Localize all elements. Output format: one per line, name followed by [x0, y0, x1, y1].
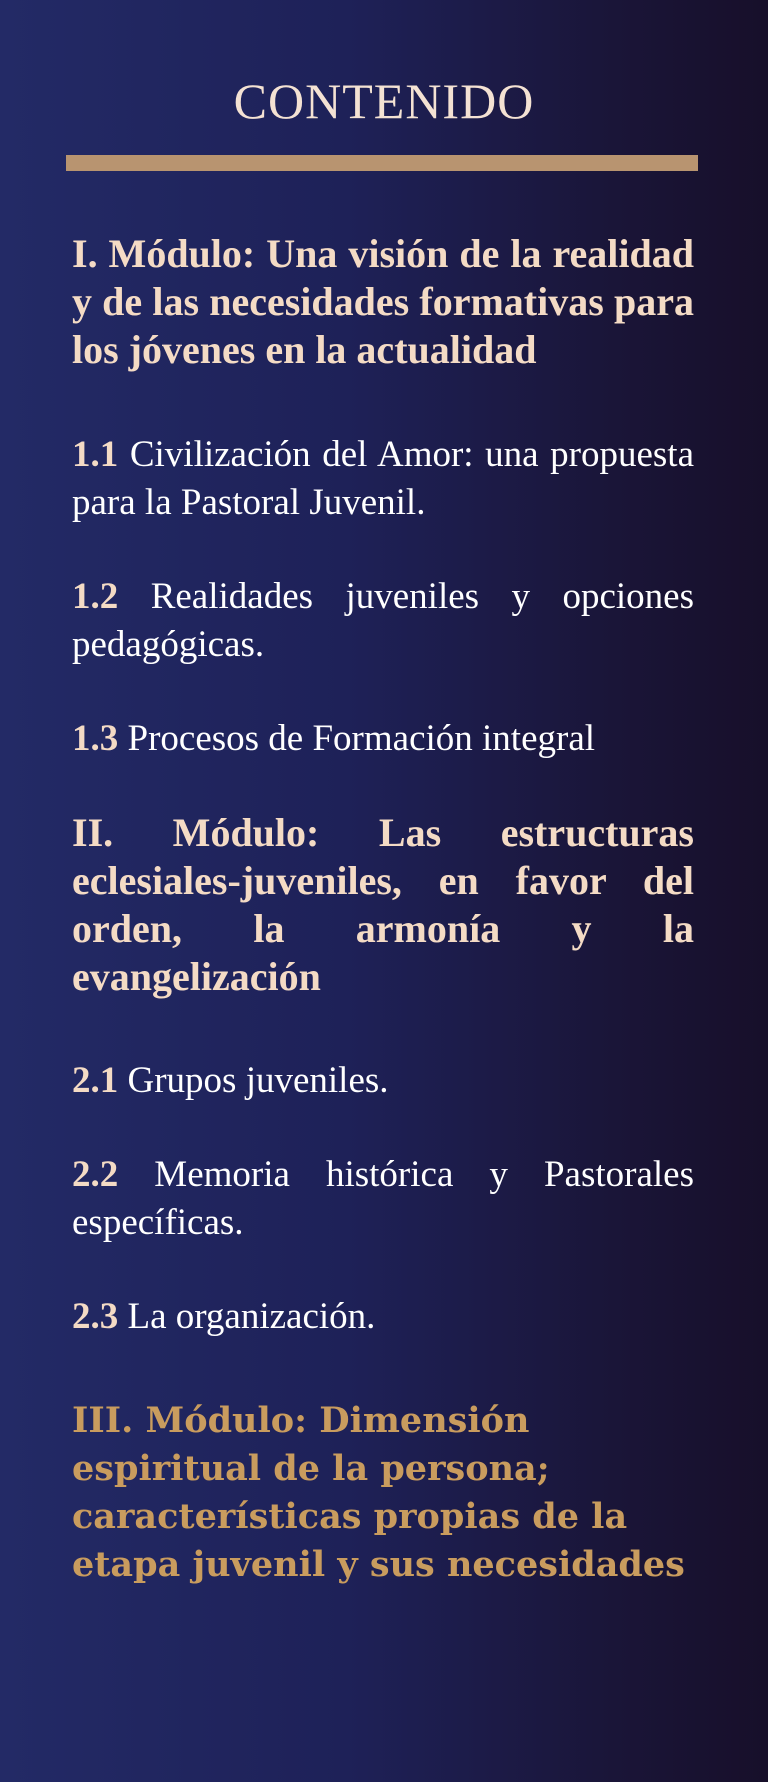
list-item — [72, 1057, 694, 1105]
item-text: Grupos juveniles. — [127, 1060, 389, 1101]
list-item — [72, 1151, 694, 1247]
item-number: 1.2 — [72, 576, 119, 617]
item-number: 2.2 — [72, 1154, 119, 1195]
list-item — [72, 1293, 694, 1341]
contents-list — [72, 230, 694, 1589]
item-number: 2.1 — [72, 1060, 119, 1101]
item-number: 1.1 — [72, 434, 119, 475]
item-number: 2.3 — [72, 1296, 119, 1337]
title-divider — [66, 155, 698, 171]
item-text: Realidades juveniles y opciones pedagógicas. — [72, 576, 694, 665]
item-text: Civilización del Amor: una propuesta para la Pastoral Juvenil. — [72, 434, 695, 523]
item-text: Memoria histórica y Pastorales específicas. — [72, 1154, 694, 1243]
item-text: Procesos de Formación integral — [127, 718, 596, 759]
module-1-title: I. Módulo: Una visión de la realidad y de las necesidades formativas para los jóvenes en la actualidad — [72, 231, 694, 372]
list-item — [72, 715, 694, 763]
item-text: La organización. — [127, 1296, 376, 1337]
page-title: CONTENIDO — [233, 73, 535, 129]
module-3-title: III. Módulo: Dimensión espiritual de la persona; características propias de la etapa juvenil y sus necesidades — [72, 1400, 685, 1585]
list-item — [72, 431, 694, 527]
list-item — [72, 573, 694, 669]
module-2-title: II. Módulo: Las estructuras eclesiales-juveniles, en favor del orden, la armonía y la evangelización — [72, 810, 694, 999]
item-number: 1.3 — [72, 718, 119, 759]
